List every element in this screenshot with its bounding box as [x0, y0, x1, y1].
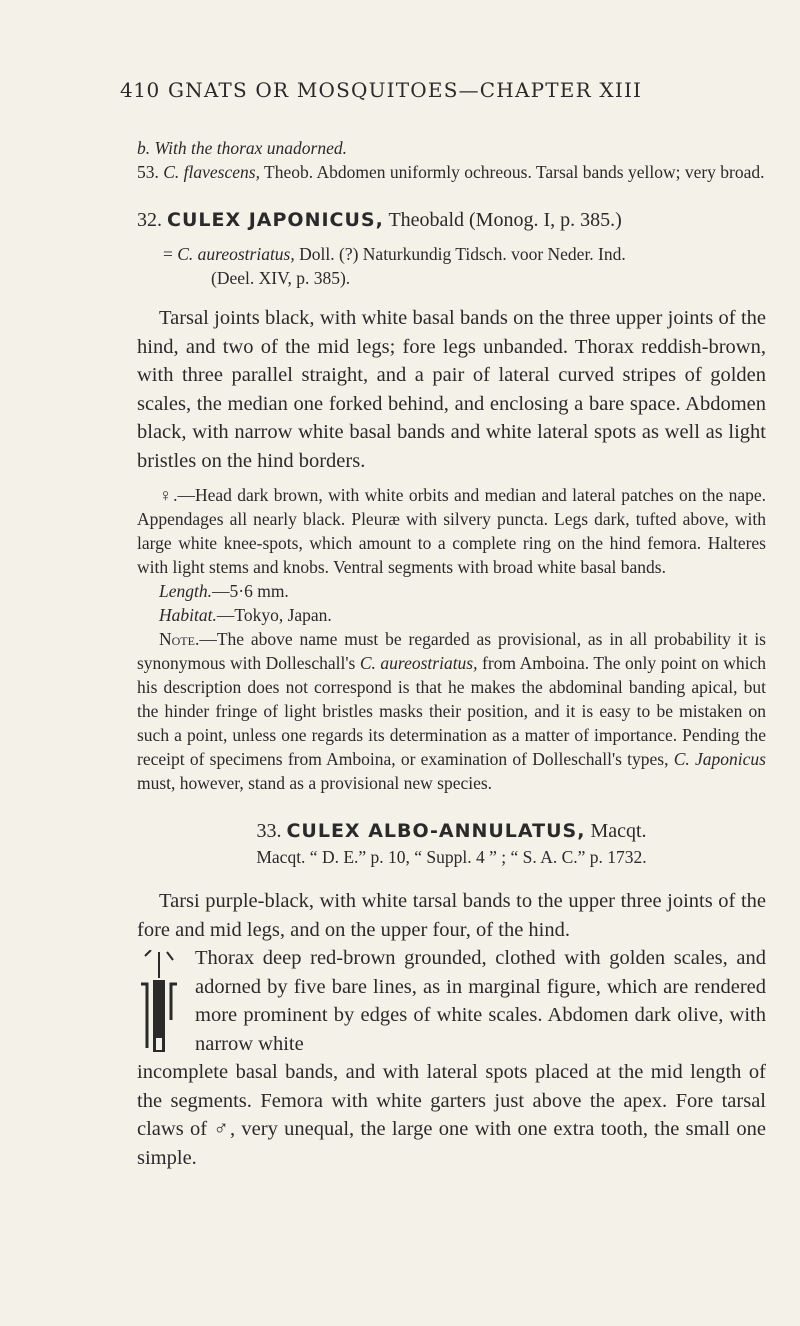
figure-wrap [137, 944, 766, 1058]
note-paragraph: Note.—The above name must be regarded as provisional, as in all probability it is synonymous with Dolleschall's C. aureostriatus, from Amboina. The only point on which his description does not correspond is that he makes the abdominal banding apical, but the hinder fringe of light bristles masks their position, and it is easy to be mistaken on such a point, unless one regards its determination as a matter of importance. Pending the receipt of specimens from Amboina, or examination of Dolleschall's types, C. Japonicus must, however, stand as a provisional new species. [137, 629, 766, 793]
habitat-line: Habitat.—Tokyo, Japan. [159, 605, 332, 625]
page-content [137, 136, 766, 1172]
synonym-line-2: (Deel. XIV, p. 385). [211, 268, 351, 288]
species-33-description-rest: incomplete basal bands, and with lateral spots placed at the mid length of the segments. Femora with white garters just above the apex. Fore tarsal claws of ♂, very unequal, the large one with one extra tooth, the small one simple. [137, 1061, 766, 1169]
running-title: GNATS OR MOSQUITOES—CHAPTER XIII [168, 78, 643, 102]
synonym-line: = C. aureostriatus, Doll. (?) Naturkundig Tidsch. voor Neder. Ind. [163, 244, 626, 264]
page-number: 410 [120, 78, 160, 102]
species-name-flavescens: C. flavescens, [163, 162, 260, 182]
species-heading-32: 32. CULEX JAPONICUS, Theobald (Monog. I, p. 385.) [137, 209, 622, 231]
key-item-53: 53. C. flavescens, Theob. Abdomen uniformly ochreous. Tarsal bands yellow; very broad. [137, 162, 765, 182]
species-33-description-figure: Thorax deep red-brown grounded, clothed with golden scales, and adorned by five bare lines, as in marginal figure, which are rendered more prominent by edges of white scales. Abdomen dark olive, with narrow white [195, 947, 766, 1055]
species-32-description: Tarsal joints black, with white basal bands on the three upper joints of the hind, and two of the mid legs; fore legs unbanded. Thorax reddish-brown, with three parallel straight, and a pair of lateral curved stripes of golden scales, the median one forked behind, and enclosing a bare space. Abdomen black, with narrow white basal bands and white lateral spots as well as light bristles on the hind borders. [137, 307, 766, 472]
species-heading-33: 33. CULEX ALBO-ANNULATUS, Macqt. [256, 820, 647, 842]
thorax-marginal-figure [137, 950, 181, 1058]
species-33-reference: Macqt. “ D. E.” p. 10, “ Suppl. 4 ” ; “ S. A. C.” p. 1732. [256, 847, 647, 867]
female-description: ♀.—Head dark brown, with white orbits and median and lateral patches on the nape. Appendages all nearly black. Pleuræ with silvery puncta. Legs dark, tufted above, with large white knee-spots, which amount to a complete ring on the hind femora. Halteres with light stems and knobs. Ventral segments with broad white basal bands. [137, 485, 766, 577]
key-b-line: b. With the thorax unadorned. [137, 138, 347, 158]
species-33-description-first: Tarsi purple-black, with white tarsal bands to the upper three joints of the fore and mid legs, and on the upper four, of the hind. [137, 890, 766, 941]
length-line: Length.—5·6 mm. [159, 581, 289, 601]
